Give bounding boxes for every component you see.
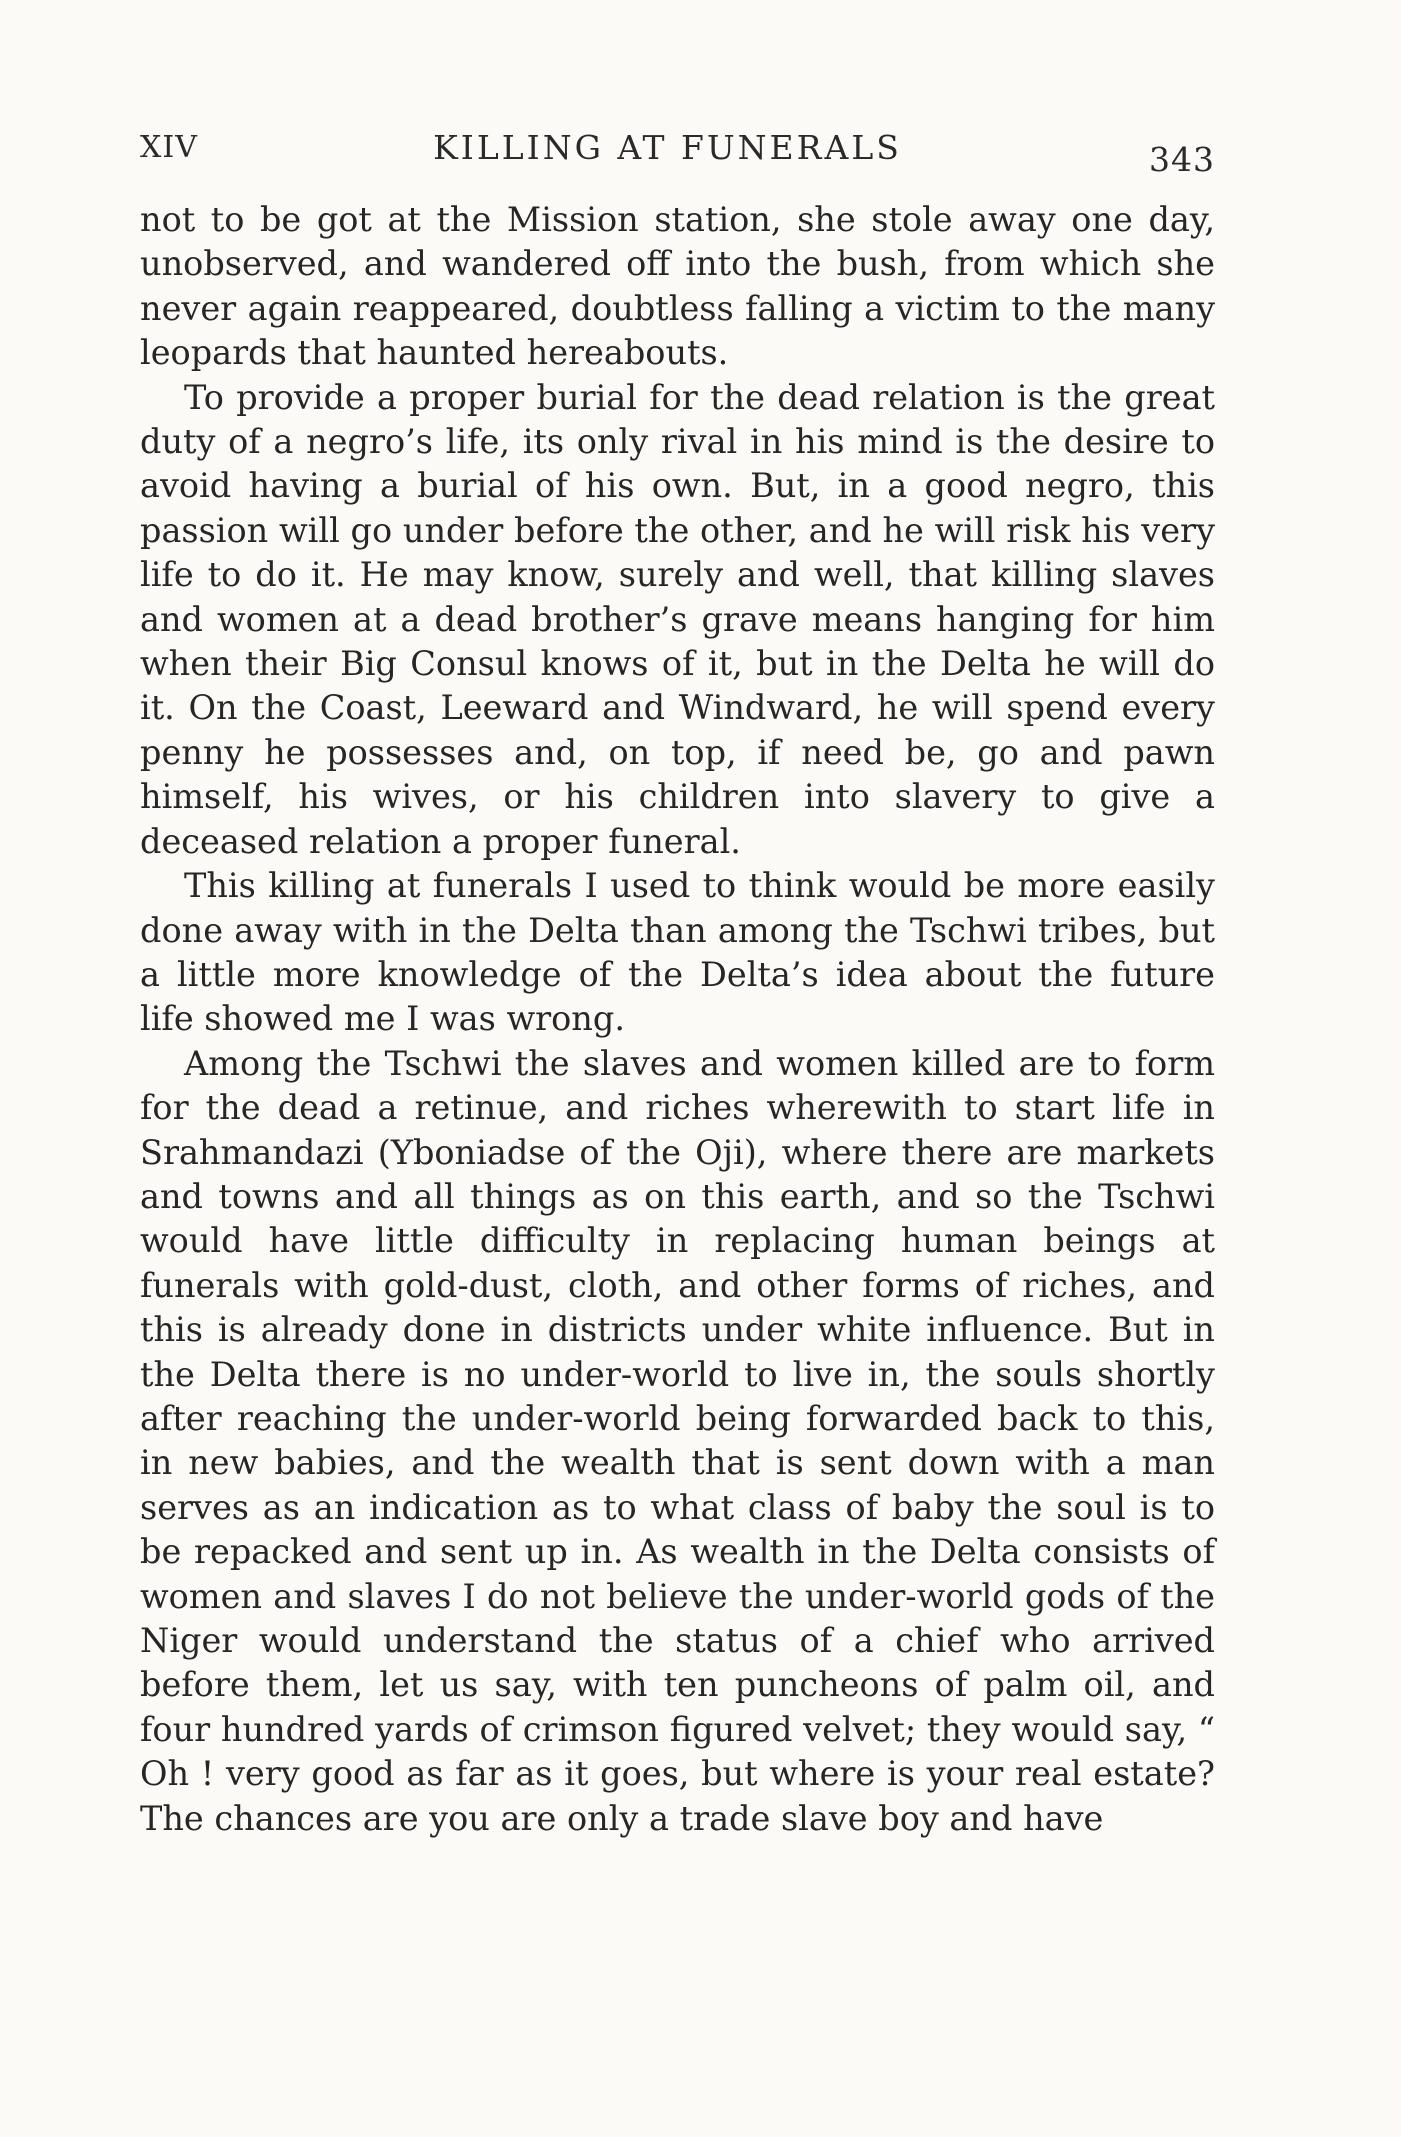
paragraph-tschwi: Among the Tschwi the slaves and women killed are to form for the dead a retinue, and riches wherewith to start life in Srahmandazi (Yboniadse of the Oji), where there are markets and towns and all things as on this earth, and so the Tschwi would have little difficulty in replacing human beings at funerals with gold-dust, cloth, and other forms of riches, and this is already done in districts under white influence. But in the Delta there is no under-world to live in, the souls shortly after reaching the under-world being forwarded back to this, in new babies, and the wealth that is sent down with a man serves as an indication as to what class of baby the soul is to be repacked and sent up in. As wealth in the Delta consists of women and slaves I do not believe the under-world gods of the Niger would understand the status of a chief who arrived before them, let us say, with ten puncheons of palm oil, and four hundred yards of crimson figured velvet; they would say, “ Oh ! very good as far as it goes, but where is your real estate? The chances are you are only a trade slave boy and have (140, 1043, 1215, 1838)
running-header (140, 122, 1215, 182)
paragraph-continuation: not to be got at the Mission station, she stole away one day, unobserved, and wandered off into the bush, from which she never again reappeared, doubtless falling a victim to the many leopards that haunted hereabouts. (140, 200, 1215, 373)
chapter-number: XIV (140, 130, 198, 165)
body-text (140, 198, 1215, 1841)
page-number: 343 (1149, 140, 1215, 179)
paragraph-burial-duty: To provide a proper burial for the dead relation is the great duty of a negro’s life, its only rival in his mind is the desire to avoid having a burial of his own. But, in a good negro, this passion will go under before the other, and he will risk his very life to do it. He may know, surely and well, that killing slaves and women at a dead brother’s grave means hanging for him when their Big Consul knows of it, but in the Delta he will do it. On the Coast, Leeward and Windward, he will spend every penny he possesses and, on top, if need be, go and pawn himself, his wives, or his children into slavery to give a deceased relation a proper funeral. (140, 377, 1215, 861)
running-title: KILLING AT FUNERALS (433, 128, 902, 167)
paragraph-killing-at-funerals: This killing at funerals I used to think would be more easily done away with in the Delta than among the Tschwi tribes, but a little more knowledge of the Delta’s idea about the future life showed me I was wrong. (140, 866, 1215, 1039)
